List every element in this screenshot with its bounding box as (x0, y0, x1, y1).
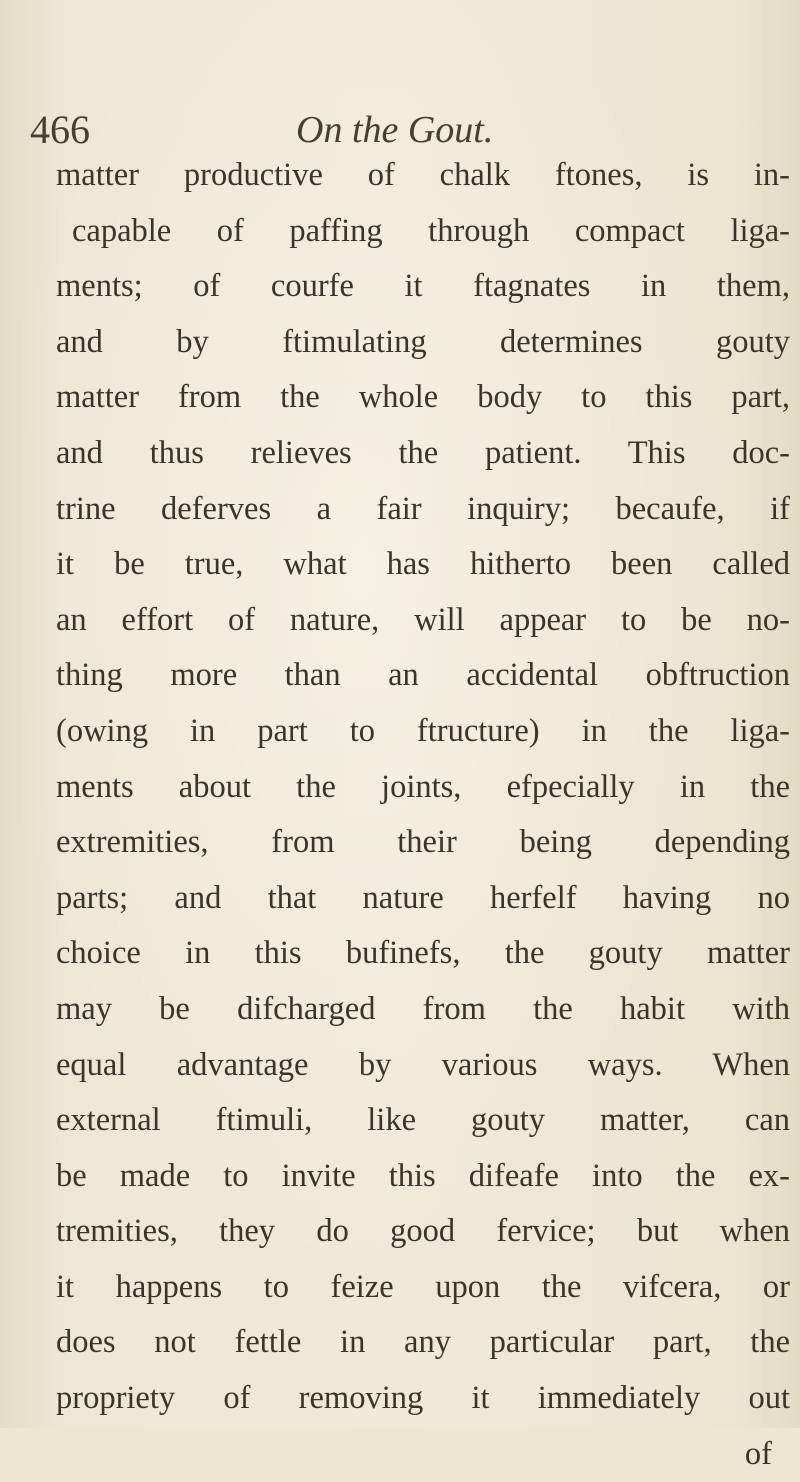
text-line: does not fettle in any particular part, the (56, 1324, 790, 1361)
text-line: extremities, from their being depending (56, 824, 790, 861)
text-line: matter productive of chalk ftones, is in- (56, 157, 790, 193)
text-line: equal advantage by various ways. When (56, 1046, 790, 1083)
text-line: matter from the whole body to this part, (56, 379, 790, 416)
text-line: tremities, they do good fervice; but when (56, 1213, 790, 1250)
text-line: propriety of removing it immediately out (56, 1380, 790, 1417)
text-line: and by ftimulating determines gouty (56, 323, 790, 360)
body-text (56, 148, 790, 1482)
page-number: 466 (30, 107, 90, 152)
catchword: of (744, 1435, 772, 1472)
text-line: choice in this bufinefs, the gouty matter (56, 935, 790, 972)
text-line: trine deferves a fair inquiry; becaufe, if (56, 490, 790, 527)
text-line: be made to invite this difeafe into the ex- (56, 1157, 790, 1194)
text-line: and thus relieves the patient. This doc- (56, 434, 790, 471)
text-line: external ftimuli, like gouty matter, can (56, 1102, 790, 1139)
text-line: may be difcharged from the habit with (56, 990, 790, 1027)
text-line: an effort of nature, will appear to be no- (56, 601, 790, 638)
text-line: ments about the joints, efpecially in the (56, 768, 790, 805)
text-line: capable of paffing through compact liga- (72, 212, 790, 249)
text-line: (owing in part to ftructure) in the liga- (56, 712, 790, 749)
text-line: ments; of courfe it ftagnates in them, (56, 268, 790, 305)
text-line: parts; and that nature herfelf having no (56, 879, 790, 916)
text-line: thing more than an accidental obftruction (56, 657, 790, 694)
text-line: it be true, what has hitherto been called (56, 546, 790, 583)
running-title: On the Gout. (296, 109, 494, 151)
text-line: it happens to feize upon the vifcera, or (56, 1268, 790, 1305)
